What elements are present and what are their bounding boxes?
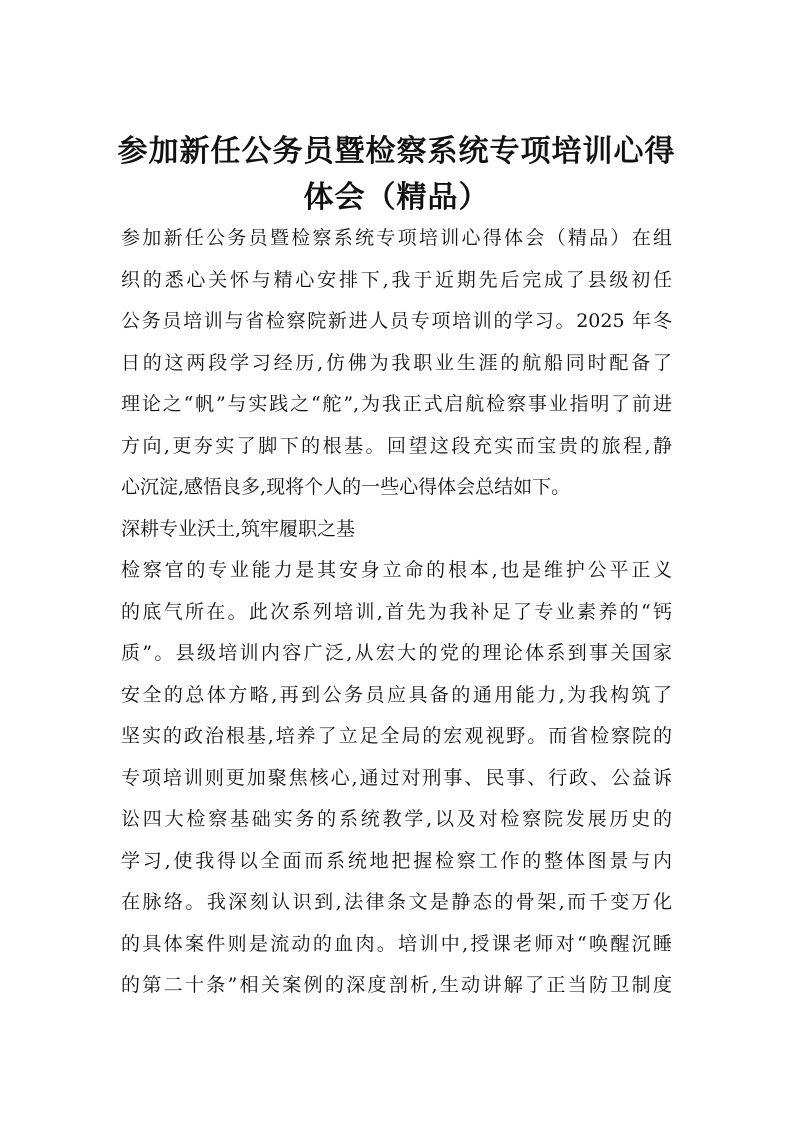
document-title-line-1: 参加新任公务员暨检察系统专项培训心得: [117, 134, 676, 169]
text-line: 方向,更夯实了脚下的根基。回望这段充实而宝贵的旅程,静: [121, 434, 672, 457]
text-line: 学习,使我得以全面而系统地把握检察工作的整体图景与内: [121, 849, 672, 872]
text-line: 在脉络。我深刻认识到,法律条文是静态的骨架,而千变万化: [121, 891, 672, 913]
section-heading: [121, 509, 672, 551]
section-paragraph: [121, 550, 672, 1007]
text-line: 讼四大检察基础实务的系统教学,以及对检察院发展历史的: [121, 808, 672, 830]
text-line: 心沉淀,感悟良多,现将个人的一些心得体会总结如下。: [121, 476, 571, 498]
text-line: 坚实的政治根基,培养了立足全局的宏观视野。而省检察院的: [121, 725, 672, 747]
text-line: 深耕专业沃土,筑牢履职之基: [121, 517, 356, 540]
text-line: 理论之“帆”与实践之“舵”,为我正式启航检察事业指明了前进: [121, 393, 672, 415]
text-line: 检察官的专业能力是其安身立命的根本,也是维护公平正义: [121, 559, 672, 581]
text-line: 的具体案件则是流动的血肉。培训中,授课老师对“唤醒沉睡: [121, 932, 672, 955]
document-title-line-2: 体会（精品）: [303, 180, 490, 215]
text-line: 的底气所在。此次系列培训,首先为我补足了专业素养的“钙: [121, 600, 672, 623]
text-line: 质”。县级培训内容广泛,从宏大的党的理论体系到事关国家: [121, 642, 672, 664]
document-body: [121, 218, 672, 1007]
intro-paragraph: [121, 218, 672, 509]
text-line: 的第二十条”相关案例的深度剖析,生动讲解了正当防卫制度: [121, 974, 672, 996]
text-line: 织的悉心关怀与精心安排下,我于近期先后完成了县级初任: [121, 268, 672, 291]
text-line: 安全的总体方略,再到公务员应具备的通用能力,为我构筑了: [121, 683, 672, 706]
text-line: 专项培训则更加聚焦核心,通过对刑事、民事、行政、公益诉: [121, 766, 672, 789]
text-line: 公务员培训与省检察院新进人员专项培训的学习。2025 年冬: [121, 310, 672, 332]
text-line: 日的这两段学习经历,仿佛为我职业生涯的航船同时配备了: [121, 351, 672, 374]
text-line: 参加新任公务员暨检察系统专项培训心得体会（精品）在组: [121, 227, 672, 249]
